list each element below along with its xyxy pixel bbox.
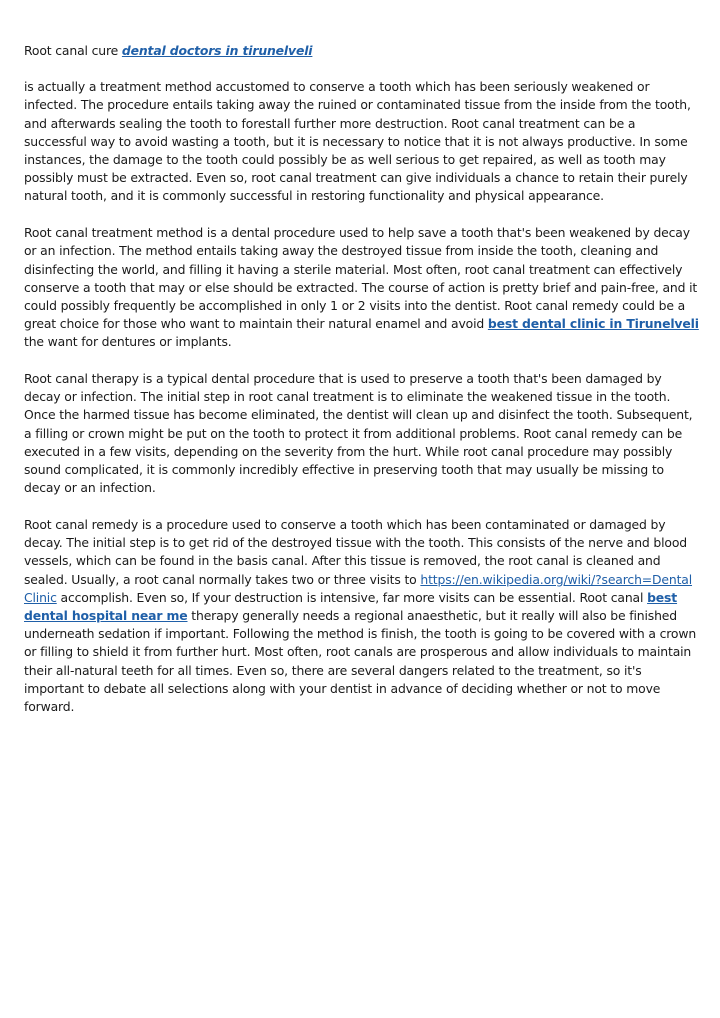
best-dental-clinic-link[interactable]: best dental clinic in Tirunelveli	[487, 316, 699, 332]
paragraph-2	[24, 224, 700, 351]
wikipedia-dental-clinic-link[interactable]: https://en.wikipedia.org/wiki/?search=Dental Clinic	[24, 571, 693, 605]
intro-heading	[24, 42, 700, 60]
paragraph-1: is actually a treatment method accustomed to conserve a tooth which has been seriously weakened or infected. The procedure entails taking away the ruined or contaminated tissue from the inside from the tooth, and afterwards sealing the tooth to forestall further more destruction. Root canal treatment can be a successful way to avoid wasting a tooth, but it is necessary to notice that it is not always productive. In some instances, the damage to the tooth could possibly be as well serious to get repaired, as well as tooth may possibly must be extracted. Even so, root canal treatment can give individuals a chance to retain their purely natural tooth, and it is commonly successful in restoring functionality and physical appearance.	[24, 79, 691, 204]
heading-prefix: Root canal cure	[24, 43, 122, 58]
paragraph-4-text-start: Root canal remedy is a procedure used to conserve a tooth which has been contaminated or damaged by decay. The initial step is to get rid of the destroyed tissue with the tooth. This consists of the nerve and blood vessels, which can be found in the basis canal. After this tissue is removed, the root canal is cleaned and sealed. Usually, a root canal normally takes two or three visits to	[24, 516, 687, 587]
document-page	[24, 42, 700, 735]
best-dental-hospital-link[interactable]: best dental hospital near me	[24, 589, 678, 623]
paragraph-4-text-middle: accomplish. Even so, If your destruction is intensive, far more visits can be essential. Root canal	[56, 589, 648, 605]
paragraph-3: Root canal therapy is a typical dental procedure that is used to preserve a tooth that's been damaged by decay or infection. The initial step in root canal treatment is to eliminate the weakened tissue in the tooth. Once the harmed tissue has become eliminated, the dentist will clean up and disinfect the tooth. Subsequent, a filling or crown might be put on the tooth to protect it from additional problems. Root canal remedy can be executed in a few visits, depending on the severity from the hurt. While root canal procedure may possibly sound complicated, it is commonly incredibly effective in preserving tooth that may usually be missing to decay or an infection.	[24, 371, 693, 496]
paragraph-4	[24, 516, 700, 716]
paragraph-4-text-end: therapy generally needs a regional anaesthetic, but it really will also be finished underneath sedation if important. Following the method is finish, the tooth is going to be covered with a crown or filling to shield it from further hurt. Most often, root canals are prosperous and allow individuals to maintain their all-natural teeth for all times. Even so, there are several dangers related to the treatment, so it's important to debate all selections along with your dentist in advance of deciding whether or not to move forward.	[24, 607, 697, 714]
paragraph-2-text-start: Root canal treatment method is a dental procedure used to help save a tooth that's been weakened by decay or an infection. The method entails taking away the destroyed tissue from inside the tooth, cleaning and disinfecting the world, and filling it having a sterile material. Most often, root canal treatment can effectively conserve a tooth that may or else should be extracted. The course of action is pretty brief and pain-free, and it could possibly frequently be accomplished in only 1 or 2 visits into the dentist. Root canal remedy could be a great choice for those who want to maintain their natural enamel and avoid	[24, 225, 698, 332]
dental-doctors-link[interactable]: dental doctors in tirunelveli	[121, 43, 313, 58]
paragraph-2-text-end: the want for dentures or implants.	[24, 334, 232, 350]
